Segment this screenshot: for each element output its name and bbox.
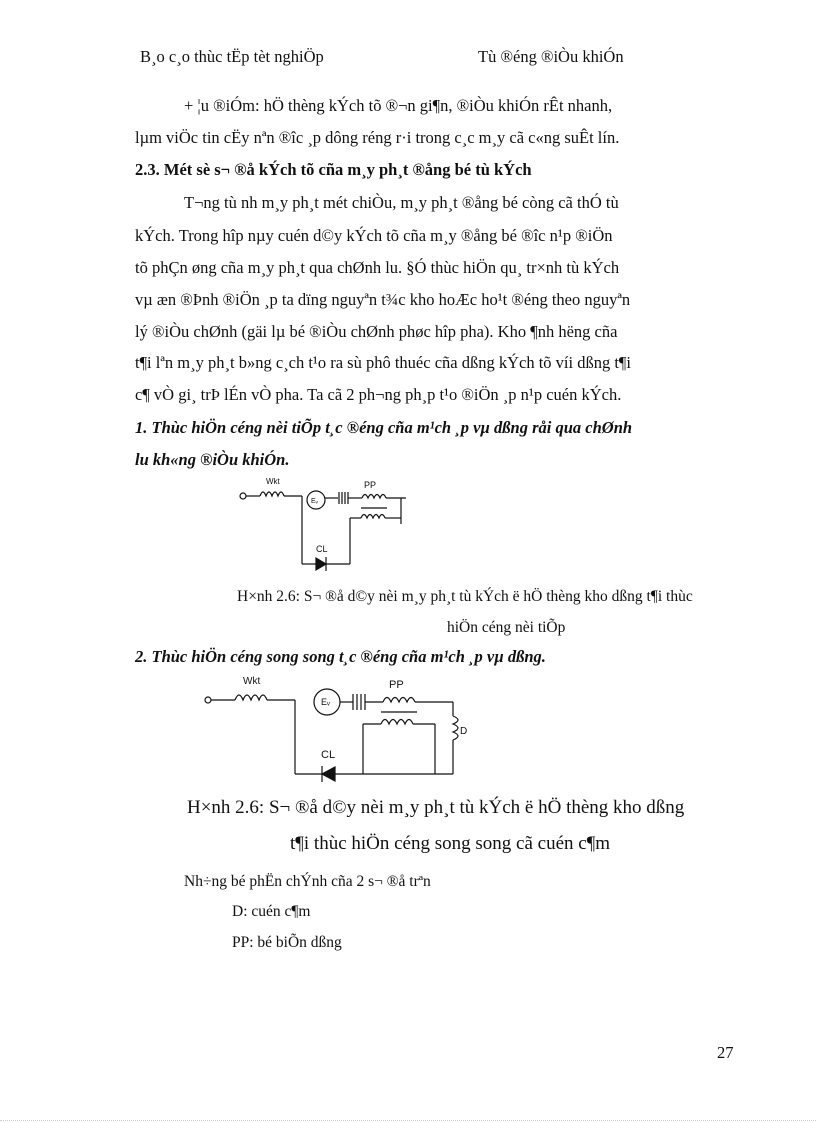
ev-label: Eᵥ	[321, 697, 330, 707]
legend-pp-item: PP: bé biÕn dßng	[232, 934, 342, 951]
cl-diode-icon	[316, 557, 326, 571]
figure2-caption-cont: t¶i thùc hiÖn céng song song cã cuén c¶m	[290, 833, 611, 854]
capacitor-icon	[353, 694, 365, 710]
pp-transformer-icon	[383, 698, 415, 703]
section-heading: 2.3. Mét sè s¬ ®å kÝch tõ cña m¸y ph¸t ®ång bé tù kÝch	[135, 160, 532, 179]
legend-intro: Nh÷ng bé phËn chÝnh cña 2 s¬ ®å trªn	[184, 873, 431, 890]
figure1-caption: H×nh 2.6: S¬ ®å d©y nèi m¸y ph¸t tù kÝch ë hÖ thèng kho dßng t¶i thùc	[237, 588, 693, 605]
cl-label: CL	[321, 749, 336, 761]
page-number: 27	[717, 1043, 734, 1062]
wkt-coil-icon	[260, 492, 284, 496]
item1-heading-cont: lu kh«ng ®iÒu khiÓn.	[135, 450, 290, 469]
text-line: T¬ng tù nh m¸y ph¸t mét chiÒu, m¸y ph¸t ®ång bé còng cã thÓ tù	[184, 193, 619, 212]
wkt-label: Wkt	[266, 477, 280, 486]
cl-label: CL	[316, 544, 328, 554]
cl-diode-icon	[322, 766, 335, 782]
d-inductor-icon	[453, 716, 458, 740]
text-line: + ¦u ®iÓm: hÖ thèng kÝch tõ ®¬n gi¶n, ®iÒu khiÓn rÊt nhanh,	[184, 96, 613, 115]
wkt-coil-icon	[235, 695, 267, 700]
text-line: tõ phÇn øng cña m¸y ph¸t qua chØnh lu. §Ó thùc hiÖn qu¸ tr×nh tù kÝch	[135, 258, 620, 277]
text-line: kÝch. Trong hîp nµy cuén d©y kÝch tõ cña m¸y ®ång bé ®îc n¹p ®iÖn	[135, 226, 613, 245]
wkt-label: Wkt	[243, 676, 261, 687]
text-line: lµm viÖc tin cËy nªn ®îc ¸p dông réng r·i trong c¸c m¸y cã c«ng suÊt lín.	[135, 128, 620, 147]
figure2-circuit	[195, 670, 485, 785]
figure1-circuit	[230, 472, 420, 582]
text-line: lý ®iÒu chØnh (gäi lµ bé ®iÒu chØnh phøc hîp pha). Kho ¶nh hëng cña	[135, 322, 618, 341]
pp-label: PP	[389, 679, 404, 691]
figure1-caption-cont: hiÖn céng nèi tiÕp	[447, 619, 566, 636]
capacitor-icon	[339, 492, 348, 504]
pp-label: PP	[364, 480, 377, 490]
terminal-icon	[205, 697, 211, 703]
header-right: Tù ®éng ®iÒu khiÓn	[478, 47, 624, 66]
text-line: vµ æn ®Þnh ®iÖn ¸p ta dïng nguyªn t¾c kho hoÆc ho¹t ®éng theo nguyªn	[135, 290, 631, 309]
legend-d-item: D: cuén c¶m	[232, 903, 311, 920]
terminal-icon	[240, 493, 246, 499]
d-label: D	[460, 726, 468, 737]
item1-heading: 1. Thùc hiÖn céng nèi tiÕp t¸c ®éng cña m¹ch ¸p vµ dßng råi qua chØnh	[135, 418, 633, 437]
header-left: B¸o c¸o thùc tËp tèt nghiÖp	[140, 47, 324, 66]
footer-divider	[0, 1120, 816, 1121]
text-line: c¶ vÒ gi¸ trÞ lÉn vÒ pha. Ta cã 2 ph¬ng ph¸p t¹o ®iÖn ¸p n¹p cuén kÝch.	[135, 385, 622, 404]
text-line: t¶i lªn m¸y ph¸t b»ng c¸ch t¹o ra sù phô thuéc cña dßng kÝch tõ víi dßng t¶i	[135, 353, 631, 372]
figure2-caption: H×nh 2.6: S¬ ®å d©y nèi m¸y ph¸t tù kÝch ë hÖ thèng kho dßng	[187, 797, 685, 818]
pp-transformer-icon	[362, 495, 386, 499]
item2-heading: 2. Thùc hiÖn céng song song t¸c ®éng cña m¹ch ¸p vµ dßng.	[135, 647, 546, 666]
ev-label: Eᵥ	[311, 498, 318, 505]
